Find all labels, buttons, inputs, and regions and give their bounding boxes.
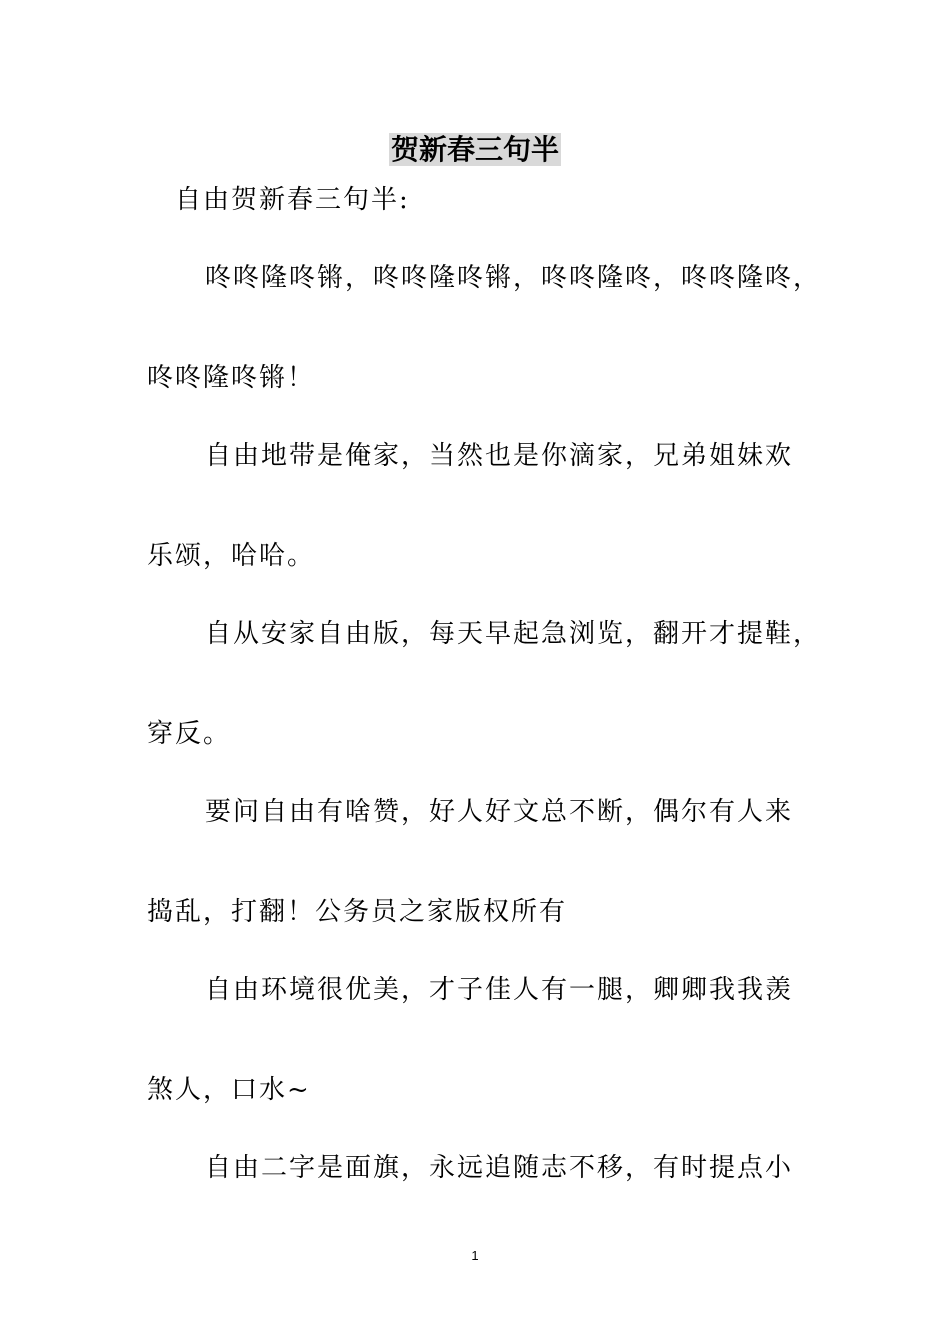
text-line: 乐颂，哈哈。 xyxy=(147,541,316,571)
text-line: 自从安家自由版，每天早起急浏览，翻开才提鞋， xyxy=(205,619,822,649)
text-line: 煞人，口水~ xyxy=(147,1075,311,1105)
text-line: 自由环境很优美，才子佳人有一腿，卿卿我我羡 xyxy=(205,975,794,1005)
title-text: 贺新春三句半 xyxy=(390,133,559,166)
text-line: 咚咚隆咚锵！ xyxy=(147,363,316,393)
text-line: 咚咚隆咚锵，咚咚隆咚锵，咚咚隆咚，咚咚隆咚， xyxy=(205,263,822,293)
text-line: 要问自由有啥赞，好人好文总不断，偶尔有人来 xyxy=(205,797,794,827)
intro-line: 自由贺新春三句半: xyxy=(175,185,410,215)
text-line: 自由地带是俺家，当然也是你滴家，兄弟姐妹欢 xyxy=(205,441,794,471)
text-line: 捣乱，打翻！公务员之家版权所有 xyxy=(147,897,568,927)
text-line: 自由二字是面旗，永远追随志不移，有时提点小 xyxy=(205,1153,794,1183)
text-line: 穿反。 xyxy=(147,719,232,749)
document-title xyxy=(0,130,950,170)
page-number: 1 xyxy=(471,1248,479,1263)
